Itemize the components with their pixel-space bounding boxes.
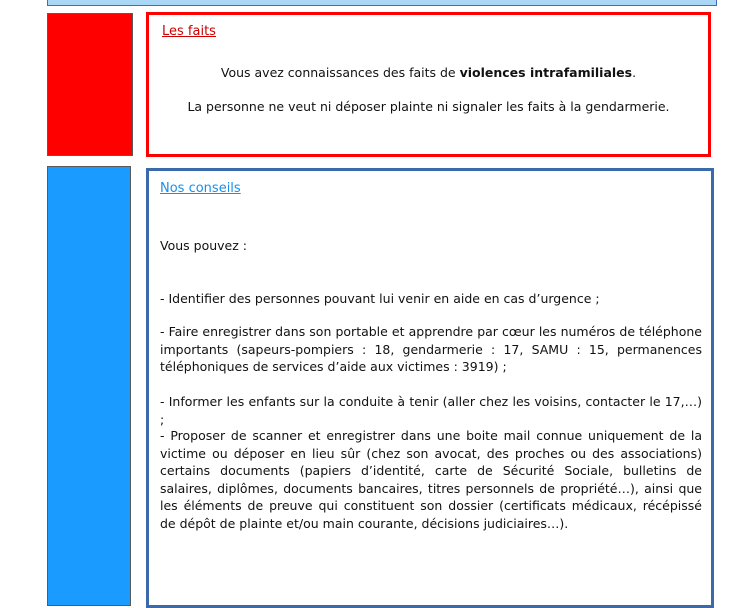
- conseils-box: [146, 168, 714, 608]
- faits-line-1-bold: violences intrafamiliales: [459, 65, 633, 80]
- conseil-item: - Faire enregistrer dans son portable et apprendre par cœur les numéros de téléphone importants (sapeurs-pompiers : 18, gendarmerie : 17, SAMU : 15, permanences téléphoniques de services d’aide aux victimes : 3919) ;: [160, 324, 702, 374]
- conseils-intro: Vous pouvez :: [160, 238, 247, 253]
- conseil-item: - Identifier des personnes pouvant lui venir en aide en cas d’urgence ;: [160, 291, 600, 306]
- faits-box: [146, 12, 711, 157]
- red-side-bar: [47, 13, 133, 156]
- conseil-item: - Proposer de scanner et enregistrer dans une boite mail connue uniquement de la victime ou déposer en lieu sûr (chez son avocat, des proches ou des associations) certains documents (papiers d’identité, carte de Sécurité Sociale, bulletins de salaires, diplômes, documents bancaires, titres personnels de propriété…), ainsi que les éléments de preuve qui constituent son dossier (certificats médicaux, récépissé de dépôt de plainte et/ou main courante, décisions judiciaires…).: [160, 428, 702, 531]
- faits-line-2: La personne ne veut ni déposer plainte ni signaler les faits à la gendarmerie.: [187, 99, 670, 114]
- faits-line-1-suffix: .: [632, 65, 637, 80]
- faits-line-1-prefix: Vous avez connaissances des faits de: [220, 65, 460, 80]
- faits-heading: Les faits: [162, 24, 216, 39]
- conseil-item: - Informer les enfants sur la conduite à tenir (aller chez les voisins, contacter le 17,…) ;: [160, 394, 702, 427]
- conseils-heading: Nos conseils: [160, 181, 241, 196]
- blue-side-bar: [47, 166, 131, 606]
- faits-line-1: [149, 65, 708, 80]
- top-banner-edge: [47, 0, 717, 6]
